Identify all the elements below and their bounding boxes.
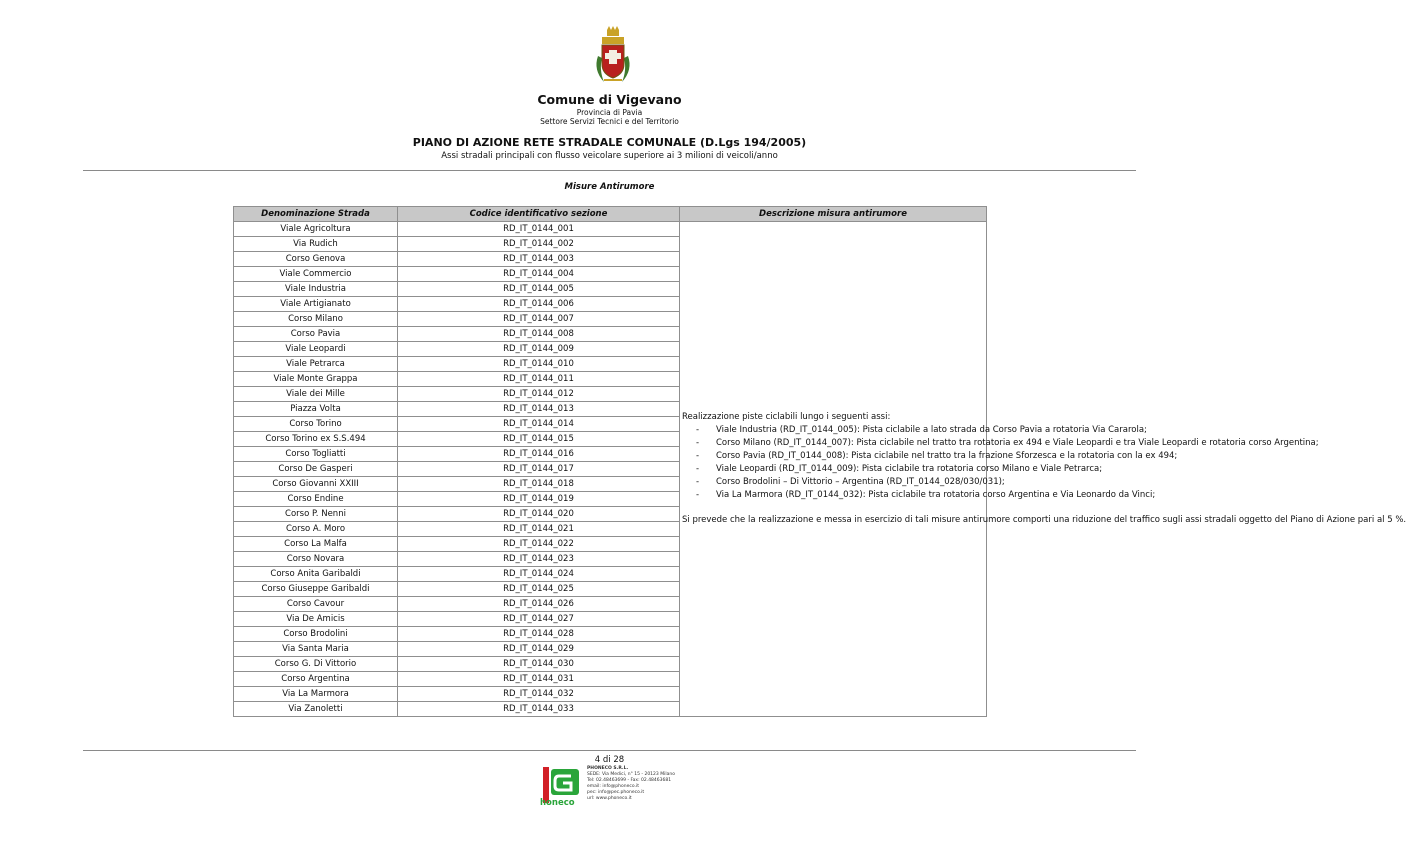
antinoise-table (233, 206, 1406, 717)
table-header-row (234, 207, 987, 222)
street-name-cell: Corso Giovanni XXIII (234, 477, 398, 492)
street-name-cell: Corso Torino ex S.S.494 (234, 432, 398, 447)
street-name-cell: Corso Anita Garibaldi (234, 567, 398, 582)
province-name: Provincia di Pavia (576, 108, 643, 117)
street-name-cell: Viale Leopardi (234, 342, 398, 357)
street-name-cell: Corso Pavia (234, 327, 398, 342)
street-name-cell: Via La Marmora (234, 687, 398, 702)
street-name-cell: Corso Cavour (234, 597, 398, 612)
section-code-cell: RD_IT_0144_009 (398, 342, 680, 357)
street-name-cell: Viale Industria (234, 282, 398, 297)
street-name-cell: Piazza Volta (234, 402, 398, 417)
description-note: Si prevede che la realizzazione e messa in esercizio di tali misure antirumore comporti una riduzione del traffico sugli assi stradali oggetto del Piano di Azione pari al 5 %. (682, 515, 1406, 525)
antinoise-description-cell (680, 222, 1406, 717)
section-code-cell: RD_IT_0144_026 (398, 597, 680, 612)
section-code-cell: RD_IT_0144_010 (398, 357, 680, 372)
department-name: Settore Servizi Tecnici e del Territorio (540, 117, 679, 126)
company-name: PHONECO S.R.L. (587, 766, 629, 771)
street-name-cell: Corso Novara (234, 552, 398, 567)
section-code-cell: RD_IT_0144_022 (398, 537, 680, 552)
section-code-cell: RD_IT_0144_030 (398, 657, 680, 672)
column-header-description: Descrizione misura antirumore (680, 207, 987, 222)
street-name-cell: Corso La Malfa (234, 537, 398, 552)
street-name-cell: Corso Torino (234, 417, 398, 432)
section-code-cell: RD_IT_0144_005 (398, 282, 680, 297)
section-code-cell: RD_IT_0144_013 (398, 402, 680, 417)
section-code-cell: RD_IT_0144_025 (398, 582, 680, 597)
street-name-cell: Via Santa Maria (234, 642, 398, 657)
street-name-cell: Corso P. Nenni (234, 507, 398, 522)
street-name-cell: Corso Togliatti (234, 447, 398, 462)
street-name-cell: Viale Petrarca (234, 357, 398, 372)
street-name-cell: Via De Amicis (234, 612, 398, 627)
column-header-code: Codice identificativo sezione (398, 207, 680, 222)
company-line: url: www.phoneco.it (587, 796, 632, 801)
brand-wordmark: honeco (540, 798, 575, 808)
street-name-cell: Viale Agricoltura (234, 222, 398, 237)
municipal-crest (590, 26, 636, 88)
cycle-lane-item: - Corso Brodolini – Di Vittorio – Argentina (RD_IT_0144_028/030/031); (696, 476, 984, 489)
cycle-lane-item: - Corso Pavia (RD_IT_0144_008): Pista ciclabile nel tratto tra la frazione Sforzesca e la rotatoria con la ex 494; (696, 450, 984, 463)
table-body (234, 222, 1406, 717)
section-code-cell: RD_IT_0144_008 (398, 327, 680, 342)
street-name-cell: Corso Milano (234, 312, 398, 327)
street-name-cell: Corso A. Moro (234, 522, 398, 537)
column-header-street: Denominazione Strada (234, 207, 398, 222)
section-code-cell: RD_IT_0144_015 (398, 432, 680, 447)
company-line: SEDE: Via Medici, n° 15 - 20123 Milano (587, 772, 675, 777)
table-row (234, 222, 987, 237)
section-code-cell: RD_IT_0144_012 (398, 387, 680, 402)
street-name-cell: Viale Monte Grappa (234, 372, 398, 387)
municipality-name: Comune di Vigevano (537, 92, 682, 107)
section-code-cell: RD_IT_0144_032 (398, 687, 680, 702)
section-code-cell: RD_IT_0144_024 (398, 567, 680, 582)
description-intro: Realizzazione piste ciclabili lungo i seguenti assi: (682, 412, 891, 422)
cycle-lane-item: - Viale Leopardi (RD_IT_0144_009): Pista ciclabile tra rotatoria corso Milano e Viale Petrarca; (696, 463, 984, 476)
section-code-cell: RD_IT_0144_017 (398, 462, 680, 477)
street-name-cell: Corso De Gasperi (234, 462, 398, 477)
street-name-cell: Viale Commercio (234, 267, 398, 282)
section-code-cell: RD_IT_0144_028 (398, 627, 680, 642)
page-number: 4 di 28 (594, 755, 625, 765)
street-name-cell: Corso Brodolini (234, 627, 398, 642)
company-line: Tel: 02.48463699 - Fax: 02.48463681 (587, 778, 672, 783)
street-name-cell: Viale dei Mille (234, 387, 398, 402)
cycle-lane-item: - Via La Marmora (RD_IT_0144_032): Pista ciclabile tra rotatoria corso Argentina e Via Leonardo da Vinci; (696, 489, 984, 502)
company-info (587, 766, 675, 802)
section-code-cell: RD_IT_0144_006 (398, 297, 680, 312)
section-code-cell: RD_IT_0144_007 (398, 312, 680, 327)
street-name-cell: Via Zanoletti (234, 702, 398, 717)
company-line: email: info@phoneco.it (587, 784, 639, 789)
street-name-cell: Corso Genova (234, 252, 398, 267)
cycle-lane-list (682, 424, 1319, 502)
street-name-cell: Via Rudich (234, 237, 398, 252)
section-code-cell: RD_IT_0144_014 (398, 417, 680, 432)
cycle-lane-item: - Corso Milano (RD_IT_0144_007): Pista ciclabile nel tratto tra rotatoria ex 494 e Viale Leopardi e tra Viale Leopardi e rotatoria corso Argentina; (696, 437, 984, 450)
section-title: Misure Antirumore (564, 182, 655, 192)
section-code-cell: RD_IT_0144_016 (398, 447, 680, 462)
section-code-cell: RD_IT_0144_018 (398, 477, 680, 492)
section-code-cell: RD_IT_0144_019 (398, 492, 680, 507)
street-name-cell: Corso G. Di Vittorio (234, 657, 398, 672)
section-code-cell: RD_IT_0144_002 (398, 237, 680, 252)
cycle-lane-item: - Viale Industria (RD_IT_0144_005): Pista ciclabile a lato strada da Corso Pavia a rotatoria Via Cararola; (696, 424, 984, 437)
street-name-cell: Corso Giuseppe Garibaldi (234, 582, 398, 597)
section-code-cell: RD_IT_0144_003 (398, 252, 680, 267)
section-code-cell: RD_IT_0144_023 (398, 552, 680, 567)
section-code-cell: RD_IT_0144_027 (398, 612, 680, 627)
footer-divider (83, 750, 1136, 751)
section-code-cell: RD_IT_0144_033 (398, 702, 680, 717)
section-code-cell: RD_IT_0144_021 (398, 522, 680, 537)
section-code-cell: RD_IT_0144_031 (398, 672, 680, 687)
street-name-cell: Corso Argentina (234, 672, 398, 687)
section-code-cell: RD_IT_0144_001 (398, 222, 680, 237)
section-code-cell: RD_IT_0144_029 (398, 642, 680, 657)
header-divider (83, 170, 1136, 171)
plan-title: PIANO DI AZIONE RETE STRADALE COMUNALE (D.Lgs 194/2005) (412, 136, 807, 149)
street-name-cell: Corso Endine (234, 492, 398, 507)
section-code-cell: RD_IT_0144_020 (398, 507, 680, 522)
plan-subtitle: Assi stradali principali con flusso veicolare superiore ai 3 milioni di veicoli/anno (441, 151, 778, 161)
section-code-cell: RD_IT_0144_011 (398, 372, 680, 387)
section-code-cell: RD_IT_0144_004 (398, 267, 680, 282)
company-line: pec: info@pec.phoneco.it (587, 790, 645, 795)
street-name-cell: Viale Artigianato (234, 297, 398, 312)
